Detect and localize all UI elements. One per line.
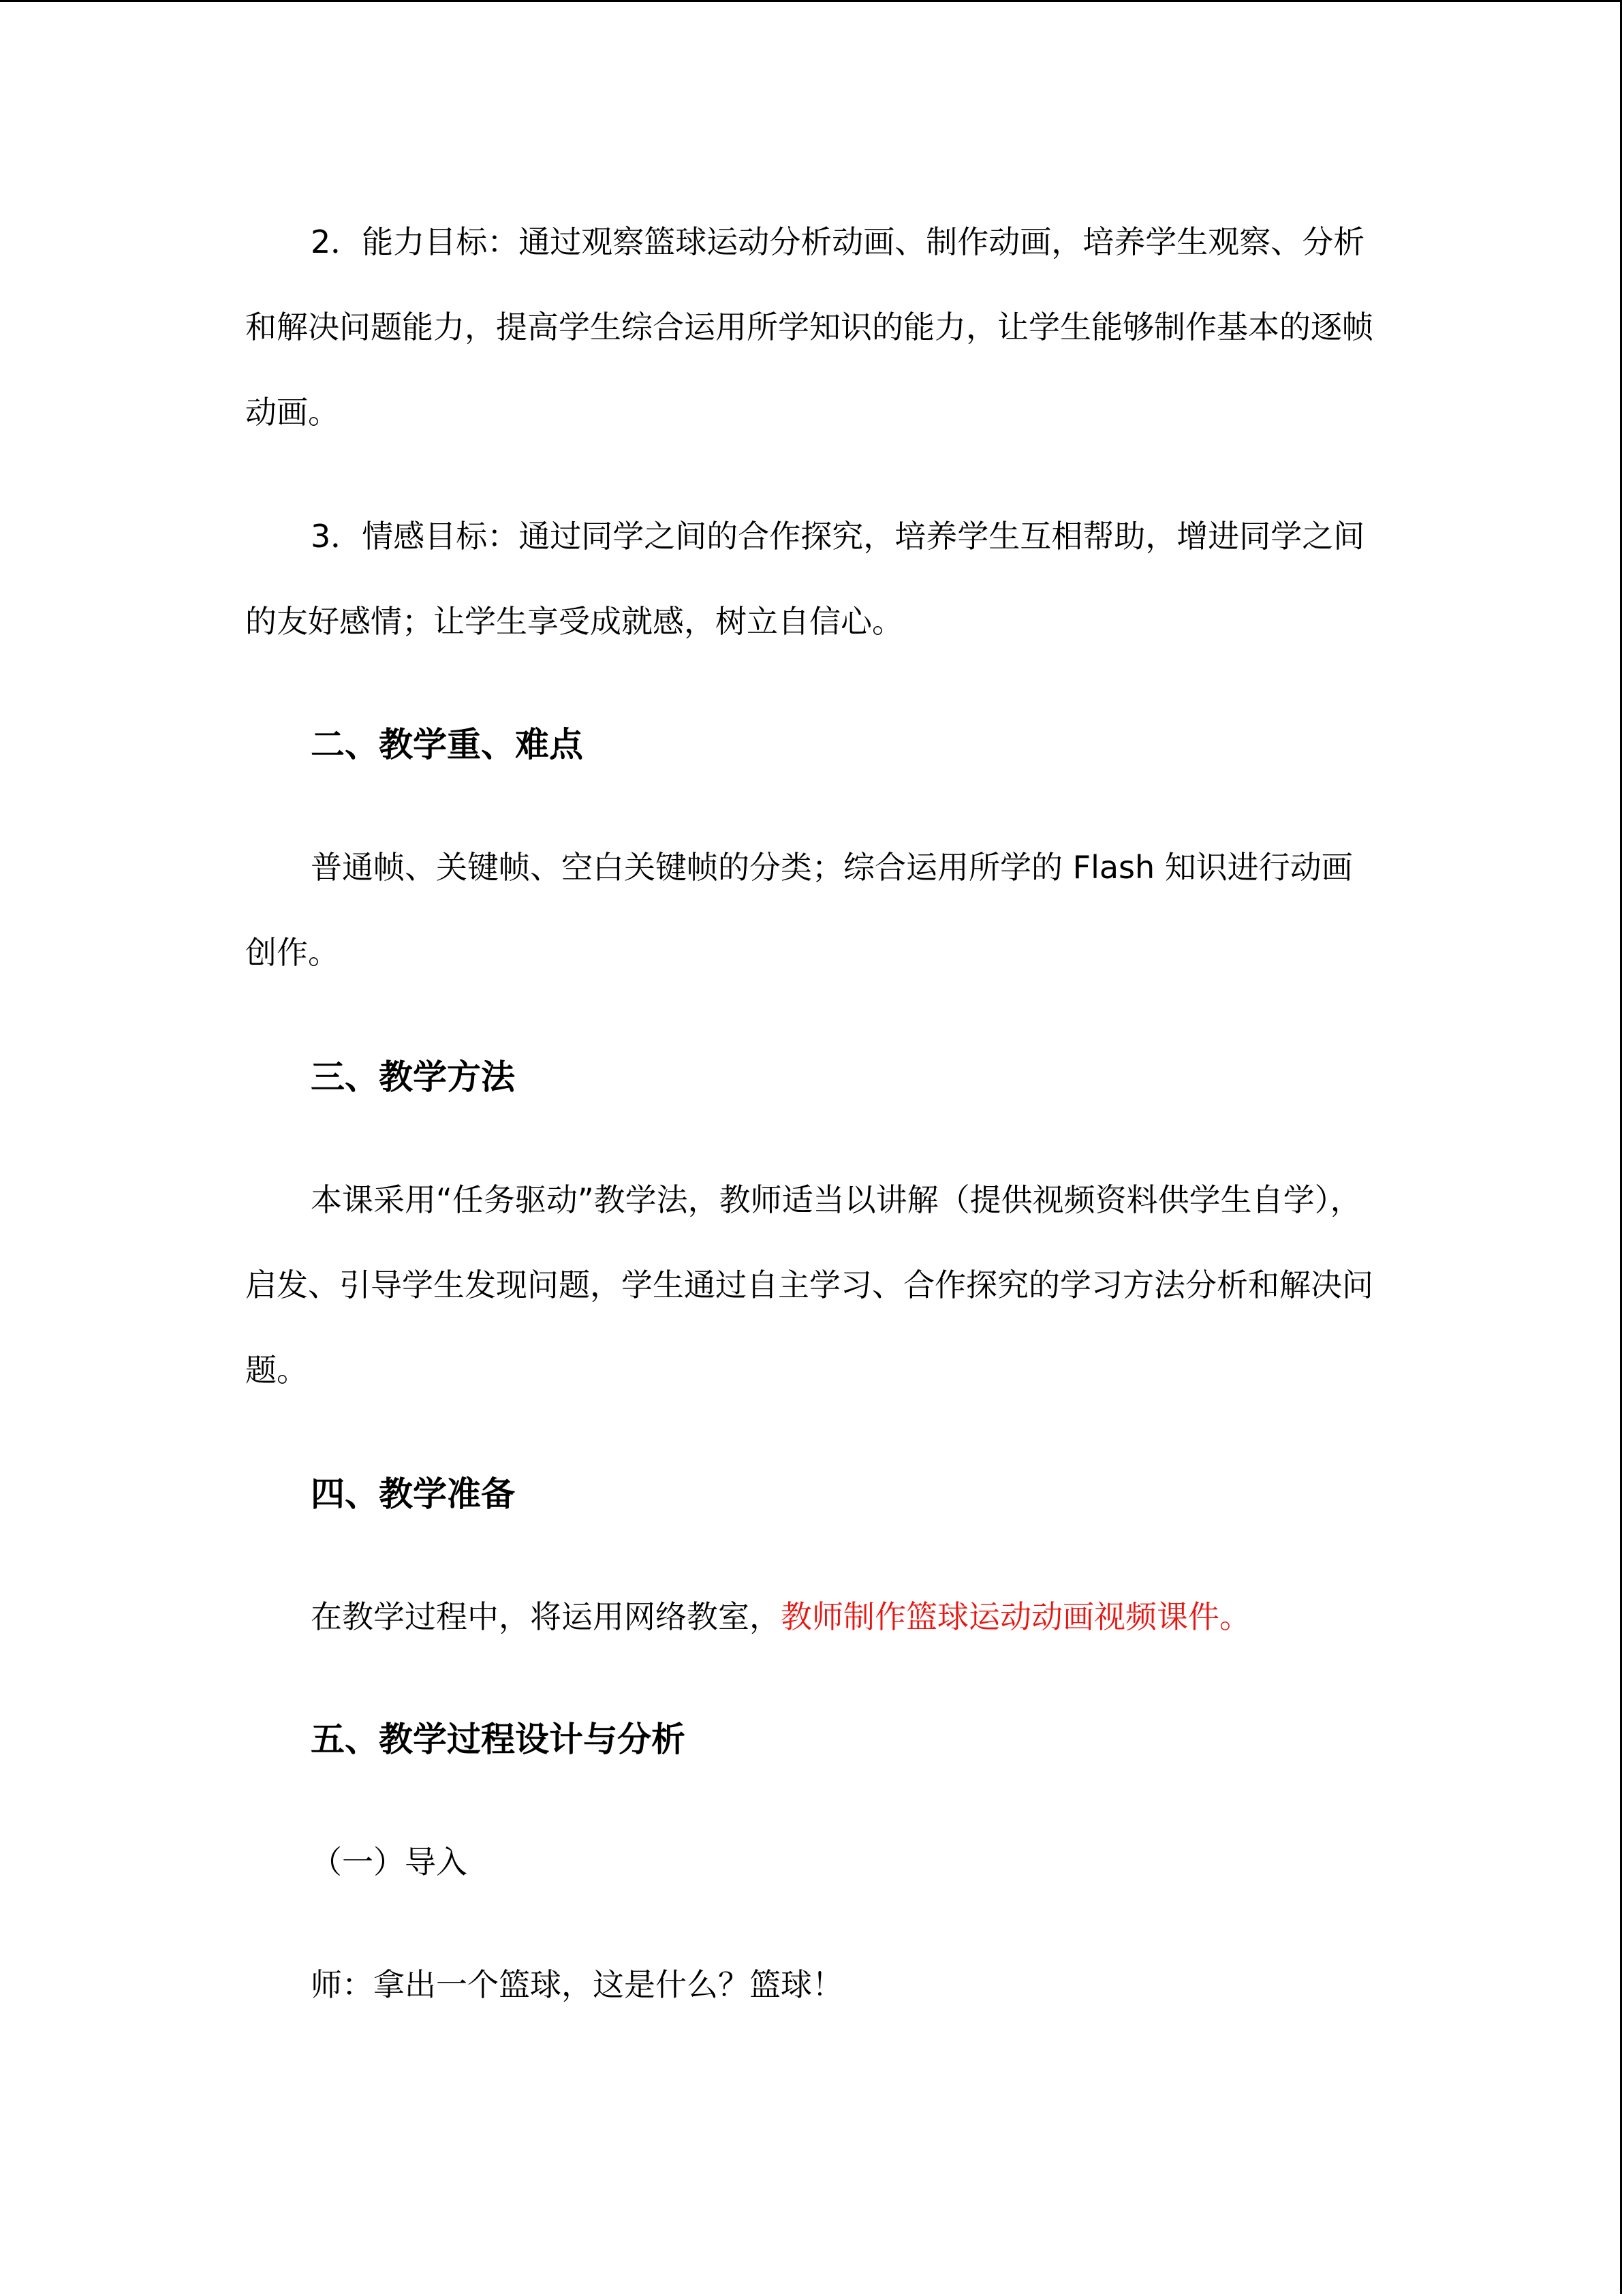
paragraph-teaching-method: 本课采用“任务驱动”教学法，教师适当以讲解（提供视频资料供学生自学），启发、引导学生发现问题，学生通过自主学习、合作探究的学习方法分析和解决问题。 (245, 1181, 1373, 1389)
paragraph-ability-goal: 2．能力目标：通过观察篮球运动分析动画、制作动画，培养学生观察、分析和解决问题能力，提高学生综合运用所学知识的能力，让学生能够制作基本的逐帧动画。 (245, 223, 1373, 431)
paragraph-teaching-prep (311, 1596, 1251, 1637)
paragraph-emotion-goal: 3．情感目标：通过同学之间的合作探究，培养学生互相帮助，增进同学之间的友好感情；让学生享受成就感，树立自信心。 (245, 518, 1365, 640)
heading-teaching-process: 五、教学过程设计与分析 (311, 1720, 685, 1759)
prep-text: 在教学过程中，将运用网络教室， (311, 1598, 781, 1635)
paragraph-key-points: 普通帧、关键帧、空白关键帧的分类；综合运用所学的 Flash 知识进行动画创作。 (245, 849, 1353, 971)
heading-teaching-prep: 四、教学准备 (311, 1474, 515, 1514)
heading-teaching-method: 三、教学方法 (311, 1057, 515, 1097)
heading-key-points: 二、教学重、难点 (311, 725, 583, 764)
prep-text-highlight: 教师制作篮球运动动画视频课件。 (781, 1598, 1251, 1635)
paragraph-teacher-line: 师：拿出一个篮球，这是什么？篮球！ (311, 1966, 843, 2003)
document-page (0, 2, 1622, 2296)
paragraph-intro: （一）导入 (311, 1844, 467, 1880)
